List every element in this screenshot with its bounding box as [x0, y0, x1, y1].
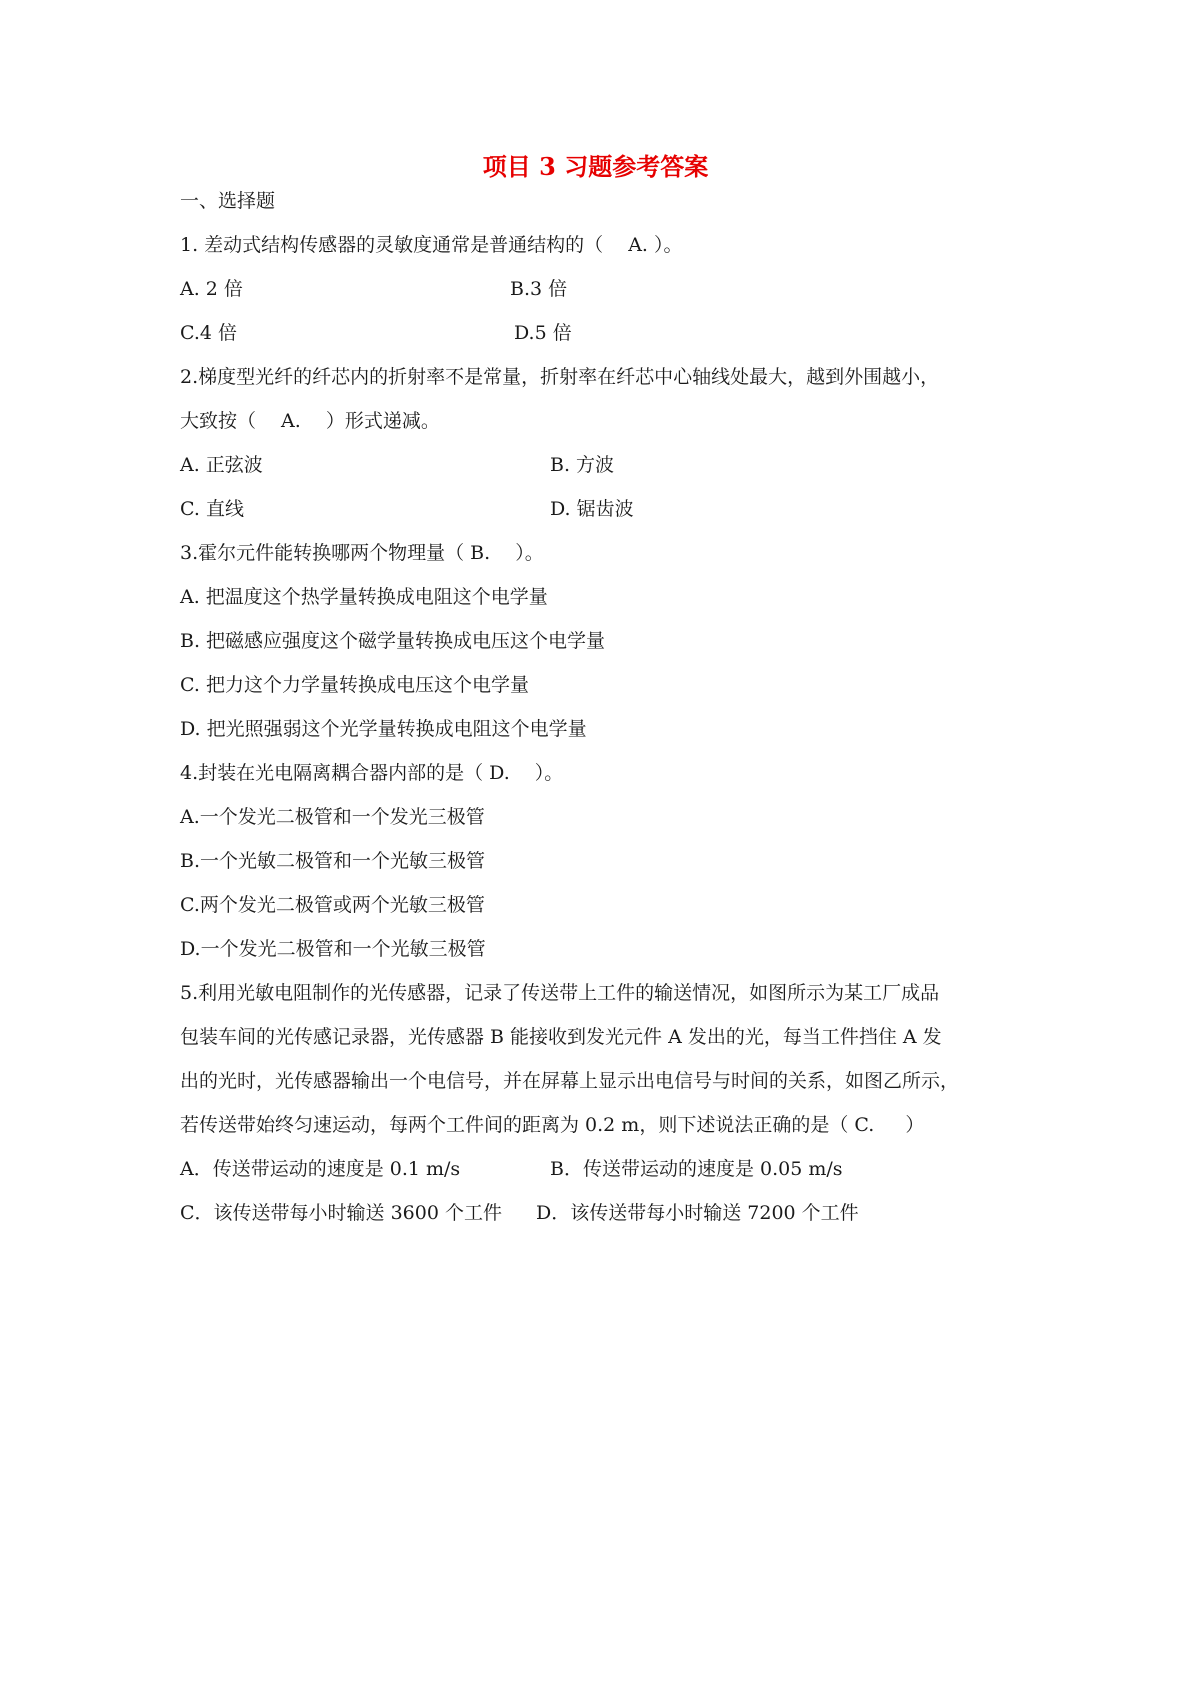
- question-2-option-a: A. 正弦波: [180, 454, 263, 476]
- question-2-stem-line-1: 2.梯度型光纤的纤芯内的折射率不是常量，折射率在纤芯中心轴线处最大，越到外围越小，: [180, 366, 940, 388]
- question-2-options-row-2: [180, 492, 1020, 526]
- question-2-option-d: D. 锯齿波: [550, 498, 634, 520]
- question-5-options-row-2: [180, 1196, 1020, 1230]
- question-3-stem: 3.霍尔元件能转换哪两个物理量（ B. ）。: [180, 542, 544, 564]
- question-1-option-b: B.3 倍: [510, 278, 568, 300]
- question-5-stem-line-4: 若传送带始终匀速运动，每两个工件间的距离为 0.2 m，则下述说法正确的是（ C. ）: [180, 1114, 925, 1136]
- question-2-options-row-1: [180, 448, 1020, 482]
- question-3-option-c: C. 把力这个力学量转换成电压这个电学量: [180, 674, 529, 696]
- question-4-stem: 4.封装在光电隔离耦合器内部的是（ D. ）。: [180, 762, 564, 784]
- question-4-option-d: D.一个发光二极管和一个光敏三极管: [180, 938, 486, 960]
- question-3-option-d: D. 把光照强弱这个光学量转换成电阻这个电学量: [180, 718, 587, 740]
- question-5-option-c: C．该传送带每小时输送 3600 个工件: [180, 1202, 502, 1224]
- question-3-option-a: A. 把温度这个热学量转换成电阻这个电学量: [180, 586, 548, 608]
- question-1-option-d: D.5 倍: [514, 322, 572, 344]
- question-1-option-c: C.4 倍: [180, 322, 238, 344]
- page-title: 项目 3 习题参考答案: [482, 152, 709, 181]
- question-2-stem-line-2: 大致按（ A. ）形式递减。: [180, 410, 440, 432]
- question-1-option-a: A. 2 倍: [180, 278, 243, 300]
- question-4-option-a: A.一个发光二极管和一个发光三极管: [180, 806, 485, 828]
- question-5-stem-line-3: 出的光时，光传感器输出一个电信号，并在屏幕上显示出电信号与时间的关系，如图乙所示，: [180, 1070, 960, 1092]
- question-5-option-d: D．该传送带每小时输送 7200 个工件: [536, 1202, 859, 1224]
- question-3-option-b: B. 把磁感应强度这个磁学量转换成电压这个电学量: [180, 630, 606, 652]
- question-5-option-a: A．传送带运动的速度是 0.1 m/s: [180, 1158, 461, 1180]
- question-2-option-c: C. 直线: [180, 498, 244, 520]
- question-1-options-row-2: [180, 316, 1020, 350]
- question-5-stem-line-2: 包装车间的光传感记录器，光传感器 B 能接收到发光元件 A 发出的光，每当工件挡住 A 发: [180, 1026, 942, 1048]
- question-2-option-b: B. 方波: [550, 454, 615, 476]
- question-5-option-b: B．传送带运动的速度是 0.05 m/s: [550, 1158, 843, 1180]
- question-1-stem: 1. 差动式结构传感器的灵敏度通常是普通结构的（ A. ）。: [180, 234, 683, 256]
- question-1-options-row-1: [180, 272, 1020, 306]
- question-5-options-row-1: [180, 1152, 1020, 1186]
- section-heading: 一、选择题: [180, 190, 276, 212]
- question-5-stem-line-1: 5.利用光敏电阻制作的光传感器，记录了传送带上工件的输送情况，如图所示为某工厂成品: [180, 982, 940, 1004]
- question-4-option-c: C.两个发光二极管或两个光敏三极管: [180, 894, 485, 916]
- question-4-option-b: B.一个光敏二极管和一个光敏三极管: [180, 850, 486, 872]
